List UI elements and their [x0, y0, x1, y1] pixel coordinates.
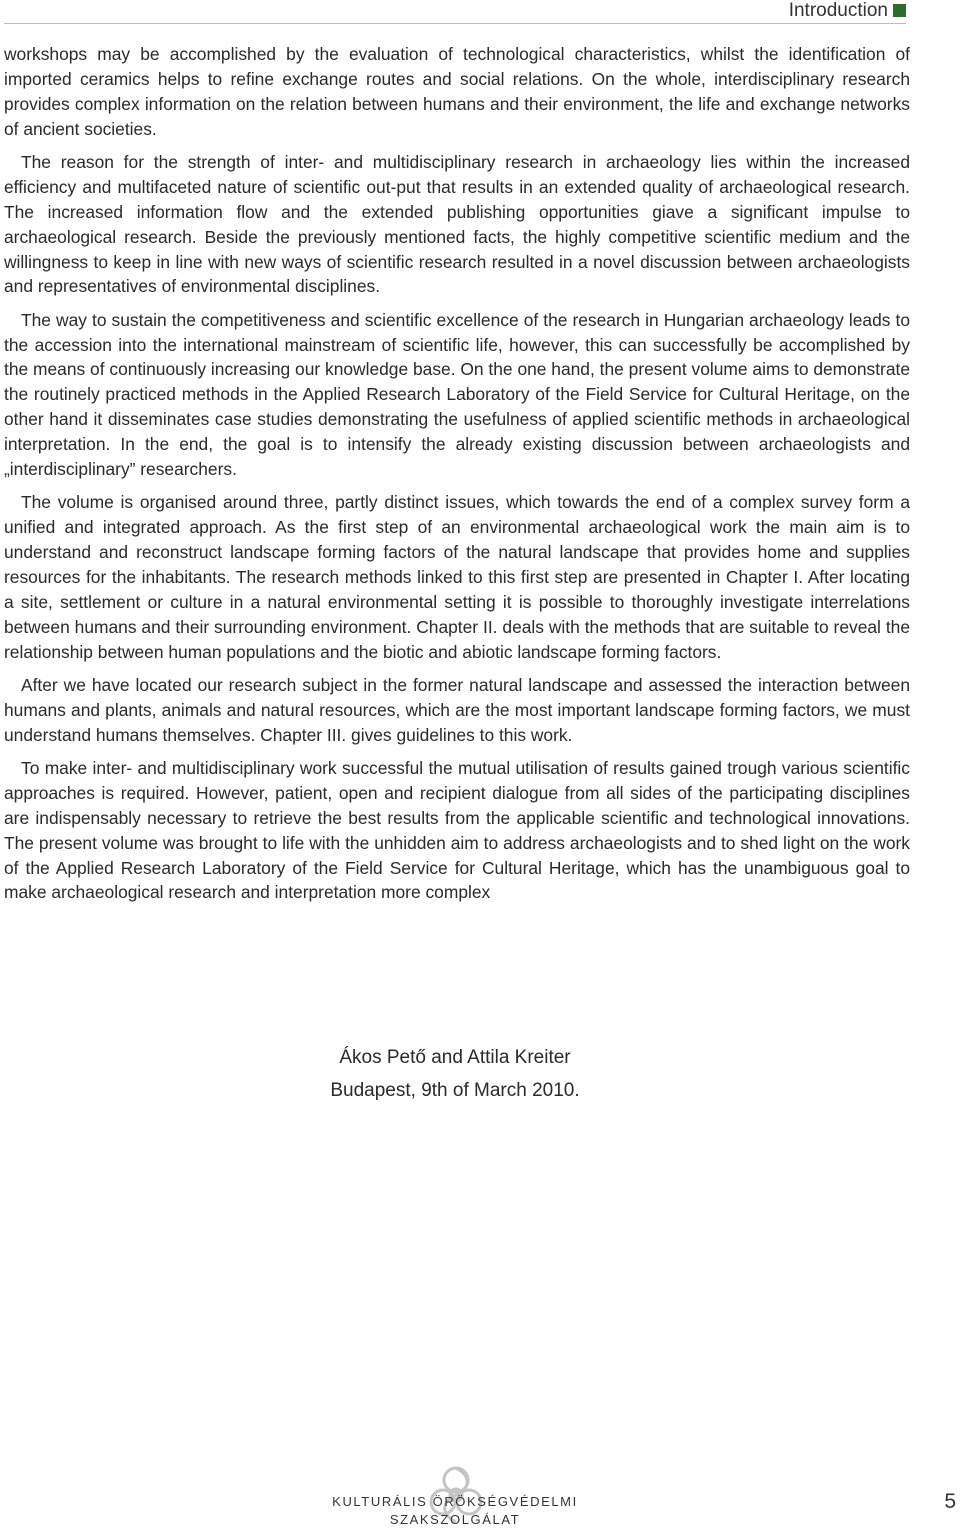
section-marker-square-icon [893, 4, 906, 17]
section-title: Introduction [788, 0, 888, 21]
paragraph-4: The volume is organised around three, partly distinct issues, which towards the end of a complex survey form a unified and integrated approach. As the first step of an environmental archaeological work the main aim is to understand and reconstruct landscape forming factors of the natural landscape that provides home and supplies resources for the inhabitants. The research methods linked to this first step are presented in Chapter I. After locating a site, settlement or culture in a natural environmental setting it is possible to thoroughly investigate interrelations between humans and their surrounding environment. Chapter II. deals with the methods that are suitable to reveal the relationship between human populations and the biotic and abiotic landscape forming factors. [4, 492, 910, 662]
paragraph-2: The reason for the strength of inter- and multidisciplinary research in archaeology lies within the increased efficiency and multifaceted nature of scientific out-put that results in an extended quality of archaeological research. The increased information flow and the extended publishing opportunities giave a significant impulse to archaeological research. Beside the previously mentioned facts, the highly competitive scientific medium and the willingness to keep in line with new ways of scientific research resulted in a novel discussion between archaeologists and representatives of environmental disciplines. [4, 151, 910, 297]
page-header [0, 0, 960, 24]
page-number: 5 [944, 1490, 956, 1513]
header-divider [4, 23, 906, 24]
signature-place-date: Budapest, 9th of March 2010. [330, 1080, 580, 1101]
paragraph-5: After we have located our research subject in the former natural landscape and assessed the interaction between humans and plants, animals and natural resources, which are the most important landscape forming factors, we must understand humans themselves. Chapter III. gives guidelines to this work. [4, 674, 910, 745]
paragraph-6: To make inter- and multidisciplinary work successful the mutual utilisation of results gained trough various scientific approaches is required. However, patient, open and recipient dialogue from all sides of the participating disciplines are indispensably necessary to retrieve the best results from the applicable scientific and technological innovations. The present volume was brought to life with the unhidden aim to address archaeologists and to shed light on the work of the Applied Research Laboratory of the Field Service for Cultural Heritage, which has the unambiguous goal to make archaeological research and interpretation more complex [4, 757, 910, 903]
paragraph-3: The way to sustain the competitiveness and scientific excellence of the research in Hungarian archaeology leads to the accession into the international mainstream of scientific life, however, this can successfully be accomplished by the means of continuously increasing our knowledge base. On the one hand, the present volume aims to demonstrate the routinely practiced methods in the Applied Research Laboratory of the Field Service for Cultural Heritage, on the other hand it disseminates case studies demonstrating the usefulness of applied scientific methods in archaeological interpretation. In the end, the goal is to intensify the already existing discussion between archaeologists and „interdisciplinary” researchers. [4, 309, 910, 480]
signature-names: Ákos Pető and Attila Kreiter [339, 1047, 571, 1068]
paragraph-1: workshops may be accomplished by the evaluation of technological characteristics, whilst the identification of imported ceramics helps to refine exchange routes and social relations. On the whole, interdisciplinary research provides complex information on the relation between humans and their environment, the life and exchange networks of ancient societies. [4, 44, 910, 139]
footer-organization: KULTURÁLIS ÖRÖKSÉGVÉDELMI SZAKSZOLGÁLAT [332, 1494, 578, 1527]
body-text [4, 42, 910, 914]
